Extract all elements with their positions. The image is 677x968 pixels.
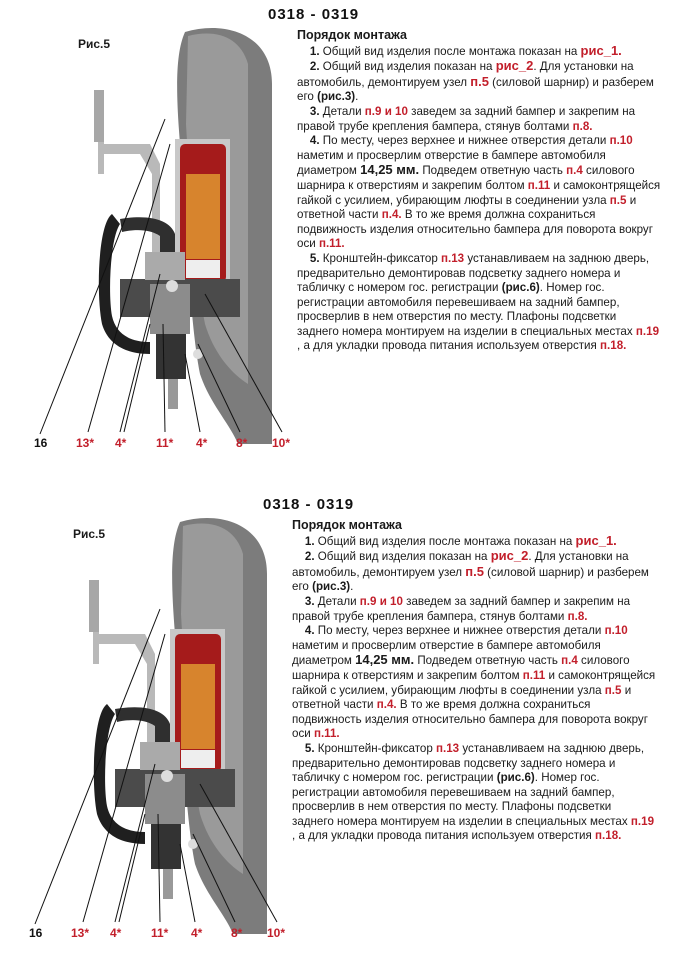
step-3: 3. Детали п.9 и 10 заведем за задний бампер и закрепим на правой трубе крепления бампера, стянув болтами п.8.: [292, 594, 631, 623]
step-3: 3. Детали п.9 и 10 заведем за задний бампер и закрепим на правой трубе крепления бампера, стянув болтами п.8.: [297, 104, 636, 133]
product-code: 0318 - 0319: [268, 6, 360, 23]
callout-4a: 4*: [115, 436, 127, 450]
figure-label: Рис.5: [73, 527, 106, 541]
callout-16: 16: [29, 926, 43, 940]
instructions-text: [292, 518, 656, 844]
callout-11: 11*: [156, 436, 174, 450]
callout-16: 16: [34, 436, 48, 450]
instructions-text: [297, 28, 661, 354]
instruction-panel-1: [0, 0, 677, 478]
hitch-assembly-photo: [0, 514, 295, 934]
step-1: 1. Общий вид изделия после монтажа показан на рис_1.: [304, 532, 617, 548]
callout-10: 10*: [272, 436, 291, 450]
step-2: 2. Общий вид изделия показан на рис_2. Для установки на автомобиль, демонтируем узел п.5 (силовой шарнир) и разберем его (рис.3).: [292, 548, 649, 594]
section-heading: Порядок монтажа: [292, 518, 402, 532]
callout-13: 13*: [71, 926, 90, 940]
callout-4a: 4*: [110, 926, 122, 940]
step-4: 4. По месту, через верхнее и нижнее отверстия детали п.10 наметим и просверлим отверстие в бампере автомобиля диаметром 14,25 мм. Подведем ответную часть п.4 силового шарнира к отверстиям и закрепим болтом п.11 и самоконтрящейся гайкой с усилием, убирающим люфты в соединении узла п.5 и ответной части п.4. В то же время должна сохраниться подвижность изделия относительно бампера для поворота вокруг оси п.11.: [297, 134, 661, 251]
step-5: 5. Кронштейн-фиксатор п.13 устанавливаем на заднюю дверь, предварительно демонтировав подсветку заднего номера и табличку с номером гос. регистрации (рис.6). Номер гос. регистрации автомобиля перевешиваем на задний бампер, просверлив в нем отверстия по месту. Плафоны подсветки заднего номера монтируем на изделии в специальных местах п.19 , а для укладки провода питания используем отверстия п.18.: [297, 251, 660, 353]
callout-8: 8*: [236, 436, 248, 450]
instruction-panel-2: [0, 490, 672, 968]
callout-8: 8*: [231, 926, 243, 940]
callout-11: 11*: [151, 926, 169, 940]
figure-label: Рис.5: [78, 37, 111, 51]
step-4: 4. По месту, через верхнее и нижнее отверстия детали п.10 наметим и просверлим отверстие в бампере автомобиля диаметром 14,25 мм. Подведем ответную часть п.4 силового шарнира к отверстиям и закрепим болтом п.11 и самоконтрящейся гайкой с усилием, убирающим люфты в соединении узла п.5 и ответной части п.4. В то же время должна сохраниться подвижность изделия относительно бампера для поворота вокруг оси п.11.: [292, 624, 656, 741]
section-heading: Порядок монтажа: [297, 28, 407, 42]
product-code: 0318 - 0319: [263, 496, 355, 513]
callout-4b: 4*: [191, 926, 203, 940]
callout-10: 10*: [267, 926, 286, 940]
callout-4b: 4*: [196, 436, 208, 450]
step-1: 1. Общий вид изделия после монтажа показан на рис_1.: [309, 42, 622, 58]
step-2: 2. Общий вид изделия показан на рис_2. Для установки на автомобиль, демонтируем узел п.5 (силовой шарнир) и разберем его (рис.3).: [297, 58, 654, 104]
step-5: 5. Кронштейн-фиксатор п.13 устанавливаем на заднюю дверь, предварительно демонтировав подсветку заднего номера и табличку с номером гос. регистрации (рис.6). Номер гос. регистрации автомобиля перевешиваем на задний бампер, просверлив в нем отверстия по месту. Плафоны подсветки заднего номера монтируем на изделии в специальных местах п.19 , а для укладки провода питания используем отверстия п.18.: [292, 741, 655, 843]
callout-13: 13*: [76, 436, 95, 450]
hitch-assembly-photo: [0, 24, 300, 444]
